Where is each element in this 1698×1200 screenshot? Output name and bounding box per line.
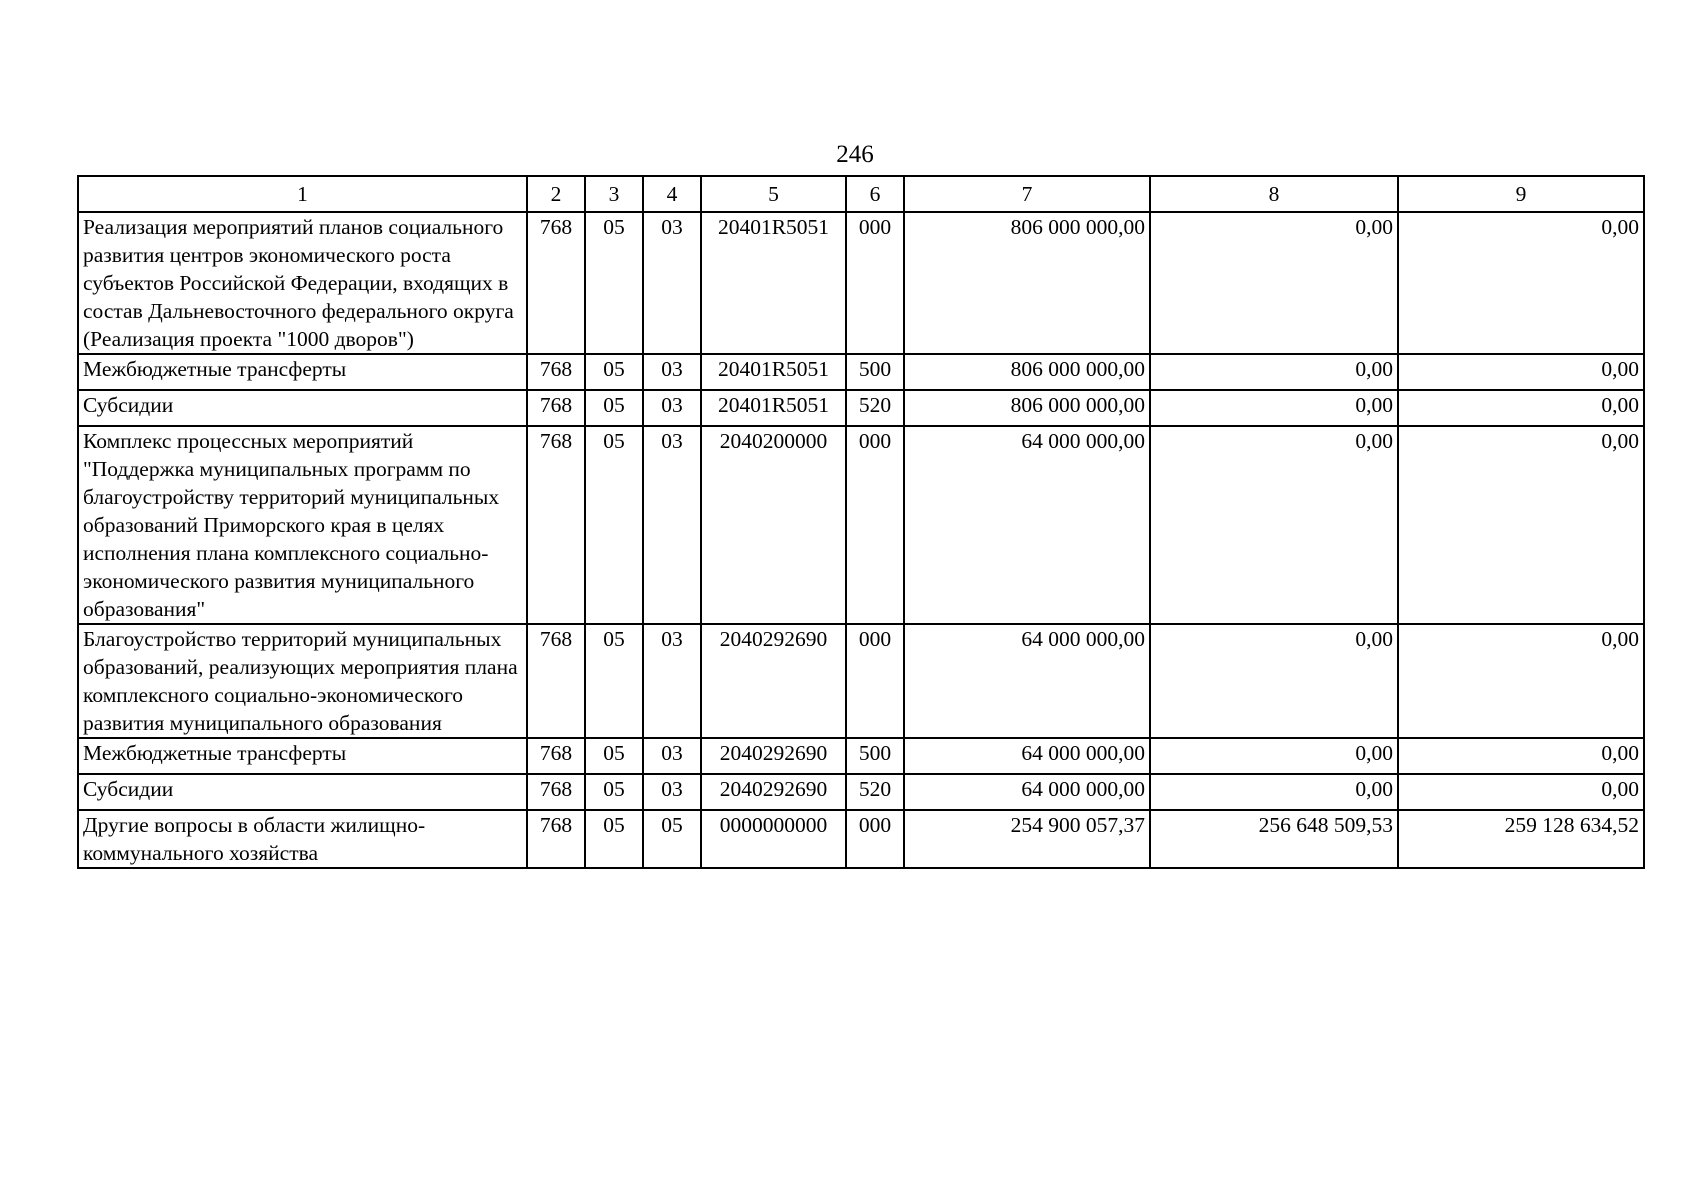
section-code: 05 (585, 390, 643, 426)
header-cell-8: 8 (1150, 176, 1398, 212)
amount-year-2: 0,00 (1150, 212, 1398, 354)
grbs-code: 768 (527, 774, 585, 810)
expense-type-code: 000 (846, 624, 904, 738)
target-article-code: 0000000000 (701, 810, 846, 868)
grbs-code: 768 (527, 426, 585, 624)
amount-year-3: 0,00 (1398, 774, 1644, 810)
row-description: Субсидии (78, 774, 527, 810)
row-description: Субсидии (78, 390, 527, 426)
amount-year-3: 0,00 (1398, 738, 1644, 774)
section-code: 05 (585, 212, 643, 354)
grbs-code: 768 (527, 624, 585, 738)
amount-year-1: 64 000 000,00 (904, 624, 1150, 738)
table-row (78, 738, 1644, 774)
grbs-code: 768 (527, 354, 585, 390)
table-row (78, 810, 1644, 868)
row-description: Комплекс процессных мероприятий "Поддержка муниципальных программ по благоустройству территорий муниципальных образований Приморского края в целях исполнения плана комплексного социально-экономического развития муниципального образования" (78, 426, 527, 624)
header-cell-2: 2 (527, 176, 585, 212)
amount-year-2: 0,00 (1150, 354, 1398, 390)
header-cell-5: 5 (701, 176, 846, 212)
grbs-code: 768 (527, 390, 585, 426)
amount-year-3: 0,00 (1398, 354, 1644, 390)
page-number: 246 (836, 141, 874, 168)
grbs-code: 768 (527, 738, 585, 774)
amount-year-2: 0,00 (1150, 390, 1398, 426)
row-description: Другие вопросы в области жилищно-коммунального хозяйства (78, 810, 527, 868)
amount-year-3: 0,00 (1398, 390, 1644, 426)
amount-year-2: 0,00 (1150, 738, 1398, 774)
header-cell-3: 3 (585, 176, 643, 212)
target-article-code: 20401R5051 (701, 212, 846, 354)
amount-year-2: 0,00 (1150, 426, 1398, 624)
header-cell-7: 7 (904, 176, 1150, 212)
amount-year-1: 806 000 000,00 (904, 212, 1150, 354)
amount-year-1: 806 000 000,00 (904, 354, 1150, 390)
amount-year-2: 256 648 509,53 (1150, 810, 1398, 868)
amount-year-3: 0,00 (1398, 426, 1644, 624)
subsection-code: 05 (643, 810, 701, 868)
subsection-code: 03 (643, 738, 701, 774)
section-code: 05 (585, 426, 643, 624)
subsection-code: 03 (643, 354, 701, 390)
row-description: Реализация мероприятий планов социального развития центров экономического роста субъектов Российской Федерации, входящих в состав Дальневосточного федерального округа (Реализация проекта "1000 дворов") (78, 212, 527, 354)
subsection-code: 03 (643, 624, 701, 738)
subsection-code: 03 (643, 774, 701, 810)
table-row (78, 212, 1644, 354)
expense-type-code: 520 (846, 774, 904, 810)
table-row (78, 774, 1644, 810)
amount-year-2: 0,00 (1150, 624, 1398, 738)
amount-year-1: 64 000 000,00 (904, 426, 1150, 624)
subsection-code: 03 (643, 212, 701, 354)
target-article-code: 20401R5051 (701, 390, 846, 426)
target-article-code: 2040200000 (701, 426, 846, 624)
header-cell-4: 4 (643, 176, 701, 212)
table-row (78, 390, 1644, 426)
target-article-code: 20401R5051 (701, 354, 846, 390)
subsection-code: 03 (643, 390, 701, 426)
amount-year-2: 0,00 (1150, 774, 1398, 810)
table-row (78, 624, 1644, 738)
amount-year-1: 64 000 000,00 (904, 774, 1150, 810)
section-code: 05 (585, 738, 643, 774)
header-row (78, 176, 1644, 212)
amount-year-3: 0,00 (1398, 624, 1644, 738)
header-cell-6: 6 (846, 176, 904, 212)
table-row (78, 354, 1644, 390)
target-article-code: 2040292690 (701, 624, 846, 738)
expense-type-code: 000 (846, 212, 904, 354)
expense-type-code: 520 (846, 390, 904, 426)
header-cell-1: 1 (78, 176, 527, 212)
expense-type-code: 500 (846, 354, 904, 390)
section-code: 05 (585, 624, 643, 738)
expense-type-code: 000 (846, 426, 904, 624)
amount-year-1: 64 000 000,00 (904, 738, 1150, 774)
expense-type-code: 000 (846, 810, 904, 868)
table-row (78, 426, 1644, 624)
amount-year-3: 259 128 634,52 (1398, 810, 1644, 868)
amount-year-3: 0,00 (1398, 212, 1644, 354)
header-cell-9: 9 (1398, 176, 1644, 212)
section-code: 05 (585, 354, 643, 390)
row-description: Межбюджетные трансферты (78, 738, 527, 774)
expense-type-code: 500 (846, 738, 904, 774)
target-article-code: 2040292690 (701, 738, 846, 774)
section-code: 05 (585, 810, 643, 868)
target-article-code: 2040292690 (701, 774, 846, 810)
budget-table (77, 175, 1645, 869)
amount-year-1: 254 900 057,37 (904, 810, 1150, 868)
row-description: Благоустройство территорий муниципальных образований, реализующих мероприятия плана комплексного социально-экономического развития муниципального образования (78, 624, 527, 738)
grbs-code: 768 (527, 212, 585, 354)
section-code: 05 (585, 774, 643, 810)
row-description: Межбюджетные трансферты (78, 354, 527, 390)
amount-year-1: 806 000 000,00 (904, 390, 1150, 426)
subsection-code: 03 (643, 426, 701, 624)
grbs-code: 768 (527, 810, 585, 868)
